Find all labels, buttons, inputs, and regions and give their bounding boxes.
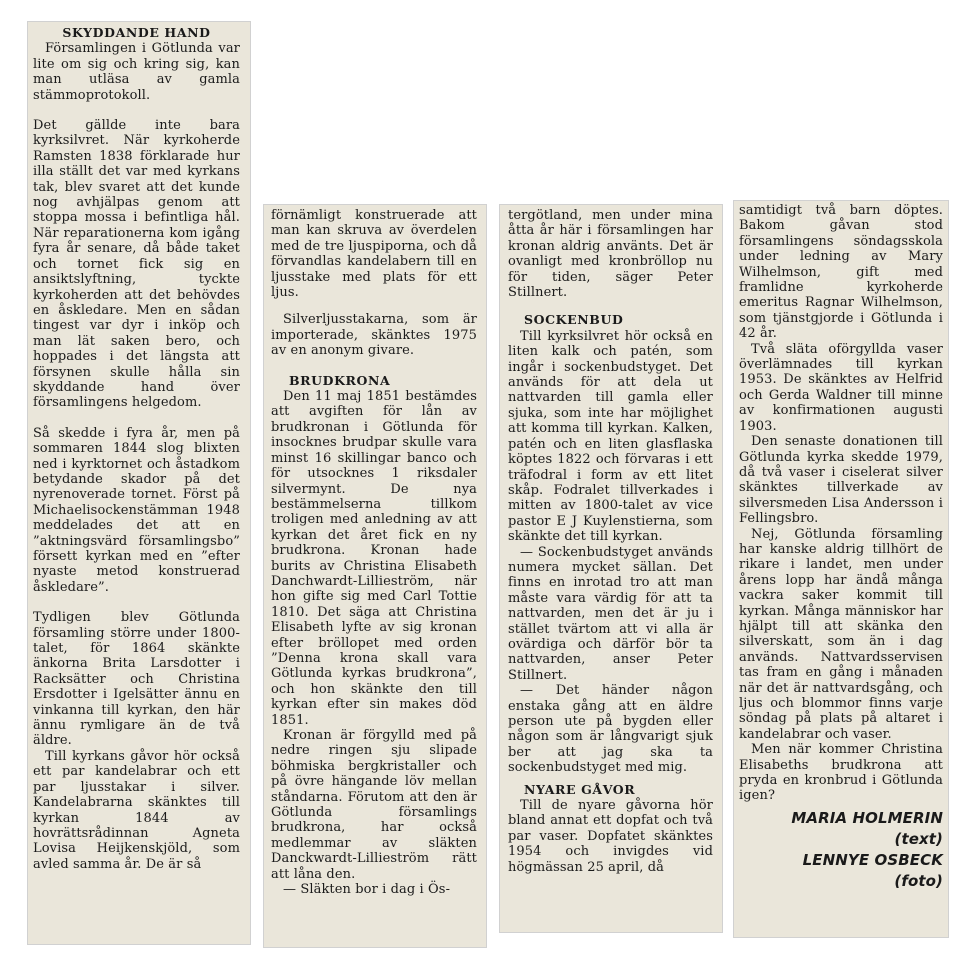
paragraph: Den 11 maj 1851 bestämdes att avgiften för lån av brudkronan i Götlunda för insocknes brudpar skulle vara minst 16 skillingar banco och för utsocknes 1 riksdaler silvermynt. De nya bestämmelserna tillkom troligen med anledning av att kyrkan det året fick en ny brudkrona. Kronan hade burits av Christina Elisabeth Danchwardt-Lillieström, när hon gifte sig med Carl Tottie 1810. Det säga att Christina Elisabeth lyfte av sig kronan efter bröllopet med orden ”Denna krona skall vara Götlunda kyrkas brudkrona”, och hon skänkte den till kyrkan efter sin makes död 1851. bbox=[271, 389, 477, 728]
paragraph: Den senaste donationen till Götlunda kyrka skedde 1979, då två vaser i ciselerat silver skänktes tillverkade av silversmeden Lisa Andersson i Fellingsbro. bbox=[739, 434, 943, 527]
paragraph: Tydligen blev Götlunda församling större under 1800-talet, för 1864 skänkte änkorna Brita Larsdotter i Racksätter och Christina Ersdotter i Igelsätter ännu en vinkanna till kyrkan, den här ännu rymligare än de två äldre. bbox=[33, 610, 240, 749]
paragraph: Nej, Götlunda församling har kanske aldrig tillhört de rikare i landet, men under årens lopp har ändå många vackra saker kommit till kyrkan. Många människor har hjälpt till att skänka den silverskatt, som än i dag används. Nattvardsservisen tas fram en gång i månaden när det är nattvardsgång, och ljus och blommor finns varje söndag på plats på altaret i kandelabrar och vaser. bbox=[739, 526, 943, 742]
paragraph: — Släkten bor i dag i Ös- bbox=[283, 882, 451, 898]
paragraph: Två släta oförgyllda vaser överlämnades till kyrkan 1953. De skänktes av Helfrid och Gerda Waldner till minne av konfirmationen augusti 1903. bbox=[739, 341, 943, 434]
article-column-4 bbox=[734, 201, 948, 937]
heading-brudkrona: BRUDKRONA bbox=[289, 372, 391, 388]
paragraph: Silverljusstakarna, som är importerade, skänktes 1975 av en anonym givare. bbox=[271, 312, 477, 359]
heading-nyare-gavor: NYARE GÅVOR bbox=[524, 781, 636, 797]
byline bbox=[739, 808, 943, 892]
article-column-1 bbox=[28, 22, 250, 944]
paragraph: Till kyrkans gåvor hör också ett par kandelabrar och ett par ljusstakar i silver. Kandelabrarna skänktes till kyrkan 1844 av hovrättsrådinnan Agneta Lovisa Heijkenskjöld, som avled samma år. De är så bbox=[33, 748, 240, 872]
paragraph: Men när kommer Christina Elisabeths brudkrona att pryda en kronbrud i Götlunda igen? bbox=[739, 742, 943, 804]
byline-author-photo: LENNYE OSBECK bbox=[802, 850, 943, 869]
byline-author-text: MARIA HOLMERIN bbox=[791, 808, 943, 827]
paragraph: förnämligt konstruerade att man kan skruva av överdelen med de tre ljuspiporna, och då förvandlas kandelabern till en ljusstake med plats för ett ljus. bbox=[271, 208, 477, 301]
paragraph: Församlingen i Götlunda var lite om sig och kring sig, kan man utläsa av gamla stämmoprotokoll. bbox=[33, 41, 240, 103]
paragraph: Kronan är förgylld med på nedre ringen sju slipade böhmiska bergkristaller och på övre hängande löv mellan ståndarna. Förutom att den är Götlunda församlings brudkrona, har också medlemmar av släkten Danckwardt-Lillieström rätt att låna den. bbox=[271, 728, 477, 882]
paragraph: samtidigt två barn döptes. Bakom gåvan stod församlingens söndagsskola under ledning av Mary Wilhelmson, gift med framlidne kyrkoherde emeritus Ragnar Wilhelmson, som tjänstgjorde i Götlunda i 42 år. bbox=[739, 203, 943, 342]
paragraph: Det gällde inte bara kyrksilvret. När kyrkoherde Ramsten 1838 förklarade hur illa ställt det var med kyrkans tak, blev svaret att det kunde nog avhjälpas genom att stoppa mossa i befintliga hål. När reparationerna kom igång fyra år senare, då både taket och tornet fick sig en ansiktslyftning, tyckte kyrkoherden att det behövdes en åskledare. Men en sådan tingest var dyr i inköp och man lät saken bero, och hoppades i det längsta att försynen skulle hålla sin skyddande hand över församlingens helgedom. bbox=[33, 118, 240, 411]
paragraph: Till kyrksilvret hör också en liten kalk och patén, som ingår i sockenbudstyget. Det används för att dela ut nattvarden till gamla eller sjuka, som inte har möjlighet att komma till kyrkan. Kalken, patén och en liten glasflaska köptes 1822 och förvaras i ett träfodral i form av ett litet skåp. Fodralet tillverkades i mitten av 1800-talet av vice pastor E J Kuylenstierna, som skänkte det till kyrkan. bbox=[508, 328, 713, 545]
byline-role-text: (text) bbox=[894, 829, 943, 848]
article-column-3 bbox=[500, 205, 722, 932]
paragraph: Till de nyare gåvorna hör bland annat ett dopfat och två par vaser. Dopfatet skänktes 1954 och invigdes vid högmässan 25 april, då bbox=[508, 798, 713, 875]
paragraph: Så skedde i fyra år, men på sommaren 1844 slog blixten ned i kyrktornet och åstadkom betydande skador på det nyrenoverade tornet. Först på Michaelisockenstämman 1948 meddelades det att en ”aktningsvärd församlingsbo” försett kyrkan med en ”efter nyaste metod konstruerad åskledare”. bbox=[33, 425, 240, 595]
heading-sockenbud: SOCKENBUD bbox=[524, 312, 624, 328]
paragraph: tergötland, men under mina åtta år här i församlingen har kronan aldrig använts. Det är ovanligt med kronbröllop nu för tiden, säger Peter Stillnert. bbox=[508, 208, 713, 301]
paragraph: — Sockenbudstyget används numera mycket sällan. Det finns en inrotad tro att man måste vara värdig för att ta nattvarden, men det är ju i stället tvärtom att vi alla är ovärdiga och därför bör ta nattvarden, anser Peter Stillnert. bbox=[508, 544, 713, 683]
article-column-2 bbox=[264, 205, 486, 947]
byline-role-photo: (foto) bbox=[894, 871, 943, 890]
paragraph: — Det händer någon enstaka gång att en äldre person ute på bygden eller någon som är långvarigt sjuk ber att jag ska ta sockenbudstyget med mig. bbox=[508, 683, 713, 776]
heading-skyddande-hand: SKYDDANDE HAND bbox=[62, 25, 211, 40]
